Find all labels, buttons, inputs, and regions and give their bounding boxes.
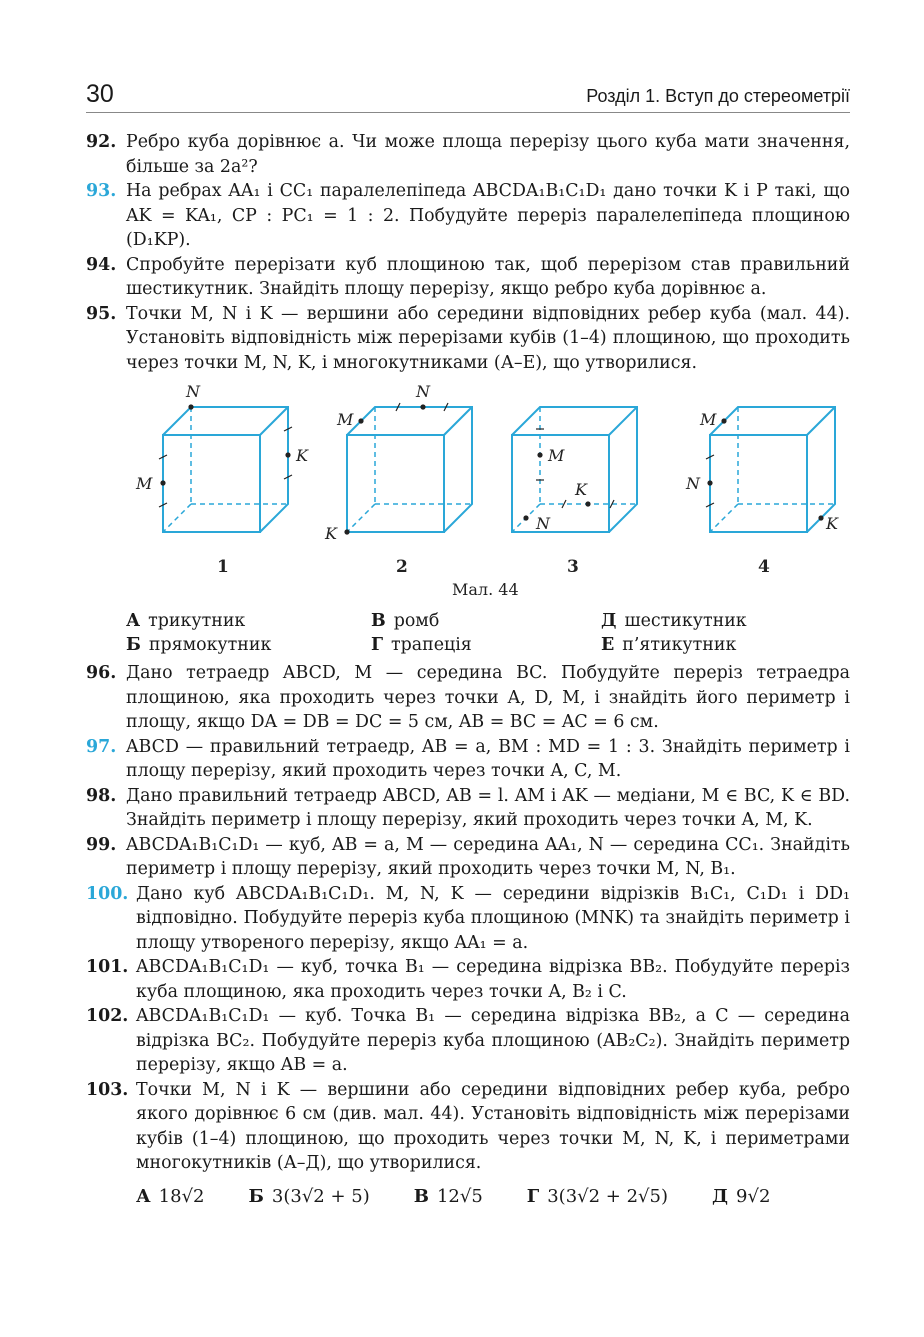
label-m-1: M bbox=[136, 474, 153, 493]
option-item: А трикутник bbox=[126, 611, 246, 631]
problem-text: ABCD — правильний тетраедр, AB = a, BM : MD = 1 : 3. Знайдіть периметр і площу перерізу, який проходить через точки A, C, M. bbox=[126, 736, 850, 781]
option-item: Д шестикутник bbox=[601, 611, 747, 631]
answer-item: Д 9√2 bbox=[712, 1185, 771, 1207]
cube-number-3: 3 bbox=[567, 557, 579, 577]
figure-caption: Мал. 44 bbox=[452, 580, 519, 599]
label-n-1: N bbox=[186, 383, 200, 401]
problem-number: 94. bbox=[86, 254, 117, 275]
problem-94 bbox=[86, 253, 850, 302]
answer-item: Г 3(3√2 + 2√5) bbox=[526, 1185, 669, 1207]
problem-text: На ребрах AA₁ і CC₁ паралелепіпеда ABCDA₁B₁C₁D₁ дано точки K і P такі, що AK = KA₁, CP : PC₁ = 1 : 2. Побудуйте переріз паралелепіпеда площиною (D₁KP). bbox=[126, 181, 850, 250]
point-m-1 bbox=[160, 480, 165, 485]
problem-95 bbox=[86, 302, 850, 376]
problem-93 bbox=[86, 179, 850, 253]
point-n-3 bbox=[523, 515, 528, 520]
label-m-2: M bbox=[337, 410, 354, 429]
point-m-2 bbox=[358, 418, 363, 423]
figure-44 bbox=[86, 383, 850, 605]
chapter-title: Розділ 1. Вступ до стереометрії bbox=[586, 86, 850, 106]
problem-number: 92. bbox=[86, 132, 117, 152]
label-n-3: N bbox=[536, 514, 550, 533]
problem-92 bbox=[86, 130, 850, 179]
option-item: Е п’ятикутник bbox=[601, 635, 737, 655]
label-m-4: M bbox=[700, 410, 717, 429]
option-item: Б прямокутник bbox=[126, 635, 272, 655]
problem-text: Спробуйте перерізати куб площиною так, щоб перерізом став правильний шестикутник. Знайдіть площу перерізу, якщо ребро куба дорівнює a. bbox=[126, 254, 850, 299]
cube-3 bbox=[512, 407, 637, 532]
problem-text: Дано тетраедр ABCD, M — середина BC. Побудуйте переріз тетраедра площиною, яка проходить через точки A, D, M, і знайдіть його периметр і площу, якщо DA = DB = DC = 5 см, AB = BC = AC = 6 см. bbox=[126, 663, 850, 732]
cube-1 bbox=[163, 407, 288, 532]
cube-2 bbox=[347, 407, 472, 532]
problem-number: 103. bbox=[86, 1079, 129, 1100]
label-k-1: K bbox=[296, 446, 308, 465]
problem-text: Дано правильний тетраедр ABCD, AB = l. AM і AK — медіани, M ∈ BC, K ∈ BD. Знайдіть периметр і площу перерізу, який проходить через точки A, M, K. bbox=[126, 785, 850, 830]
problem-103 bbox=[86, 1078, 850, 1176]
label-n-4: N bbox=[686, 474, 700, 493]
options-95 bbox=[126, 609, 850, 657]
problem-number: 96. bbox=[86, 663, 117, 683]
cube-number-4: 4 bbox=[758, 557, 770, 577]
problem-text: ABCDA₁B₁C₁D₁ — куб. Точка B₁ — середина відрізка BB₂, а C — середина відрізка BC₂. Побудуйте переріз куба площиною (AB₂C₂). Знайдіть периметр перерізу, якщо AB = a. bbox=[136, 1006, 850, 1075]
point-m-4 bbox=[721, 418, 726, 423]
problem-number: 102. bbox=[86, 1006, 129, 1026]
cube-4 bbox=[710, 407, 835, 532]
problem-text: ABCDA₁B₁C₁D₁ — куб, точка B₁ — середина відрізка BB₂. Побудуйте переріз куба площиною, яка проходить через точки A, B₂ і C. bbox=[136, 957, 850, 1002]
option-item: Г трапеція bbox=[371, 635, 472, 655]
problem-list bbox=[86, 130, 850, 1212]
page-header bbox=[86, 78, 850, 113]
point-m-3 bbox=[537, 452, 542, 457]
page-number: 30 bbox=[86, 80, 114, 108]
point-k-4 bbox=[818, 515, 823, 520]
label-k-4: K bbox=[826, 514, 838, 533]
problem-text: Дано куб ABCDA₁B₁C₁D₁. M, N, K — середини відрізків B₁C₁, C₁D₁ і DD₁ відповідно. Побудуйте переріз куба площиною (MNK) та знайдіть периметр і площу утвореного перерізу, якщо AA₁ = a. bbox=[136, 883, 850, 953]
problem-98 bbox=[86, 784, 850, 833]
problem-100 bbox=[86, 882, 850, 956]
tick-marks bbox=[159, 403, 714, 508]
problem-101 bbox=[86, 955, 850, 1004]
option-item: В ромб bbox=[371, 611, 440, 631]
answer-item: В 12√5 bbox=[413, 1185, 483, 1207]
problem-text: Точки M, N і K — вершини або середини відповідних ребер куба, ребро якого дорівнює 6 см (див. мал. 44). Установіть відповідність між перерізами кубів (1–4) площиною, що проходить через точки M, N, K, і периметрами многокутників (А–Д), що утворилися. bbox=[136, 1079, 850, 1173]
problem-97 bbox=[86, 735, 850, 784]
point-k-3 bbox=[585, 501, 590, 506]
problem-text: Точки M, N і K — вершини або середини відповідних ребер куба (мал. 44). Установіть відповідність між перерізами кубів (1–4) площиною, що проходить через точки M, N, K, і многокутниками (А–Е), що утворилися. bbox=[126, 303, 850, 373]
problem-number: 99. bbox=[86, 834, 117, 855]
problem-text: Ребро куба дорівнює a. Чи може площа перерізу цього куба мати значення, більше за 2a²? bbox=[126, 132, 850, 177]
answer-item: Б 3(3√2 + 5) bbox=[248, 1185, 370, 1207]
problem-102 bbox=[86, 1004, 850, 1078]
problem-number: 101. bbox=[86, 957, 129, 977]
problem-96 bbox=[86, 661, 850, 735]
cube-number-2: 2 bbox=[396, 557, 408, 577]
problem-number: 93. bbox=[86, 181, 117, 201]
problem-number: 97. bbox=[86, 736, 117, 757]
label-k-3: K bbox=[575, 480, 587, 499]
label-k-2: K bbox=[325, 524, 337, 543]
point-n-2 bbox=[420, 404, 425, 409]
problem-99 bbox=[86, 833, 850, 882]
problem-text: ABCDA₁B₁C₁D₁ — куб, AB = a, M — середина AA₁, N — середина CC₁. Знайдіть периметр і площу перерізу, який проходить через точки M, N, B₁. bbox=[126, 834, 850, 879]
point-k-1 bbox=[285, 452, 290, 457]
problem-number: 100. bbox=[86, 883, 129, 904]
problem-number: 95. bbox=[86, 303, 117, 324]
label-m-3: M bbox=[548, 446, 565, 465]
point-n-4 bbox=[707, 480, 712, 485]
answer-item: А 18√2 bbox=[136, 1185, 205, 1207]
point-k-2 bbox=[344, 529, 349, 534]
label-n-2: N bbox=[416, 383, 430, 401]
answers-103 bbox=[136, 1182, 850, 1212]
point-n-1 bbox=[188, 404, 193, 409]
cube-number-1: 1 bbox=[217, 557, 229, 577]
problem-number: 98. bbox=[86, 785, 117, 806]
cubes-diagram bbox=[86, 383, 850, 605]
